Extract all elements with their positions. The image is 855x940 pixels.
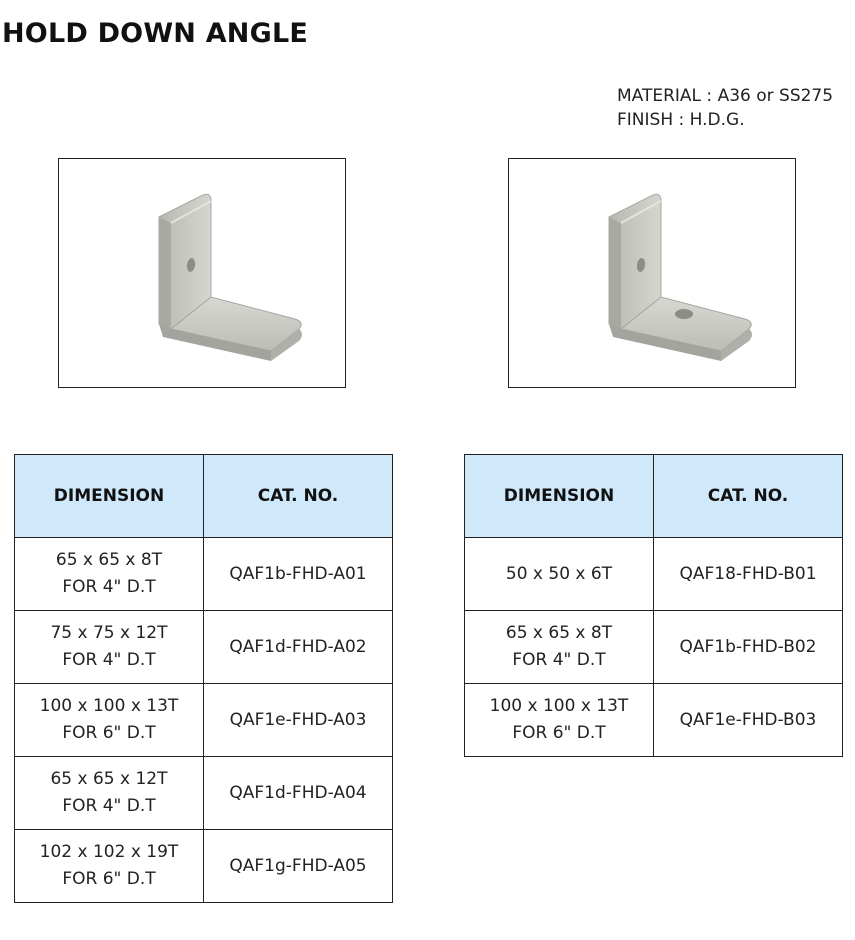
table-row [15, 538, 393, 611]
material-spec: MATERIAL : A36 or SS275 [617, 86, 834, 106]
spec-block [617, 84, 833, 132]
table-row [15, 684, 393, 757]
table-row [15, 611, 393, 684]
dimension-cell [465, 611, 654, 684]
dimension-note: FOR 6" D.T [62, 723, 156, 743]
dimension-size: 100 x 100 x 13T [39, 696, 179, 716]
dimension-note: FOR 4" D.T [62, 650, 156, 670]
product-image-two-hole [508, 158, 796, 388]
dimension-size: 75 x 75 x 12T [50, 623, 168, 643]
table-row [465, 684, 843, 757]
catalog-table-b [464, 454, 843, 757]
dimension-cell [15, 830, 204, 903]
dimension-size: 65 x 65 x 12T [50, 769, 168, 789]
cat-no-cell: QAF1b-FHD-A01 [204, 538, 393, 611]
dimension-note: FOR 6" D.T [512, 723, 606, 743]
cat-no-cell: QAF1e-FHD-B03 [654, 684, 843, 757]
catalog-table-a [14, 454, 393, 903]
angle-bracket-two-hole-icon [509, 159, 795, 387]
cat-no-cell: QAF1d-FHD-A02 [204, 611, 393, 684]
cat-no-cell: QAF1b-FHD-B02 [654, 611, 843, 684]
table-row [15, 830, 393, 903]
cat-no-cell: QAF18-FHD-B01 [654, 538, 843, 611]
page-title: HOLD DOWN ANGLE [2, 18, 309, 49]
dimension-note: FOR 4" D.T [512, 650, 606, 670]
dimension-size: 50 x 50 x 6T [505, 563, 613, 584]
table-row [465, 611, 843, 684]
dimension-size: 65 x 65 x 8T [55, 550, 163, 570]
cat-no-cell: QAF1g-FHD-A05 [204, 830, 393, 903]
table-header-row [465, 455, 843, 538]
dimension-cell [465, 538, 654, 611]
table-header-row [15, 455, 393, 538]
finish-spec: FINISH : H.D.G. [617, 110, 745, 130]
dimension-cell [15, 684, 204, 757]
dimension-note: FOR 4" D.T [62, 796, 156, 816]
table-row [15, 757, 393, 830]
angle-bracket-one-hole-icon [59, 159, 345, 387]
product-image-one-hole [58, 158, 346, 388]
cat-no-cell: QAF1d-FHD-A04 [204, 757, 393, 830]
dimension-note: FOR 6" D.T [62, 869, 156, 889]
header-cat-no: CAT. NO. [654, 455, 843, 538]
header-dimension: DIMENSION [15, 455, 204, 538]
dimension-note: FOR 4" D.T [62, 577, 156, 597]
dimension-cell [15, 611, 204, 684]
header-dimension: DIMENSION [465, 455, 654, 538]
table-row [465, 538, 843, 611]
dimension-cell [15, 538, 204, 611]
dimension-cell [465, 684, 654, 757]
dimension-size: 65 x 65 x 8T [505, 623, 613, 643]
dimension-size: 102 x 102 x 19T [39, 842, 179, 862]
cat-no-cell: QAF1e-FHD-A03 [204, 684, 393, 757]
dimension-cell [15, 757, 204, 830]
dimension-size: 100 x 100 x 13T [489, 696, 629, 716]
header-cat-no: CAT. NO. [204, 455, 393, 538]
